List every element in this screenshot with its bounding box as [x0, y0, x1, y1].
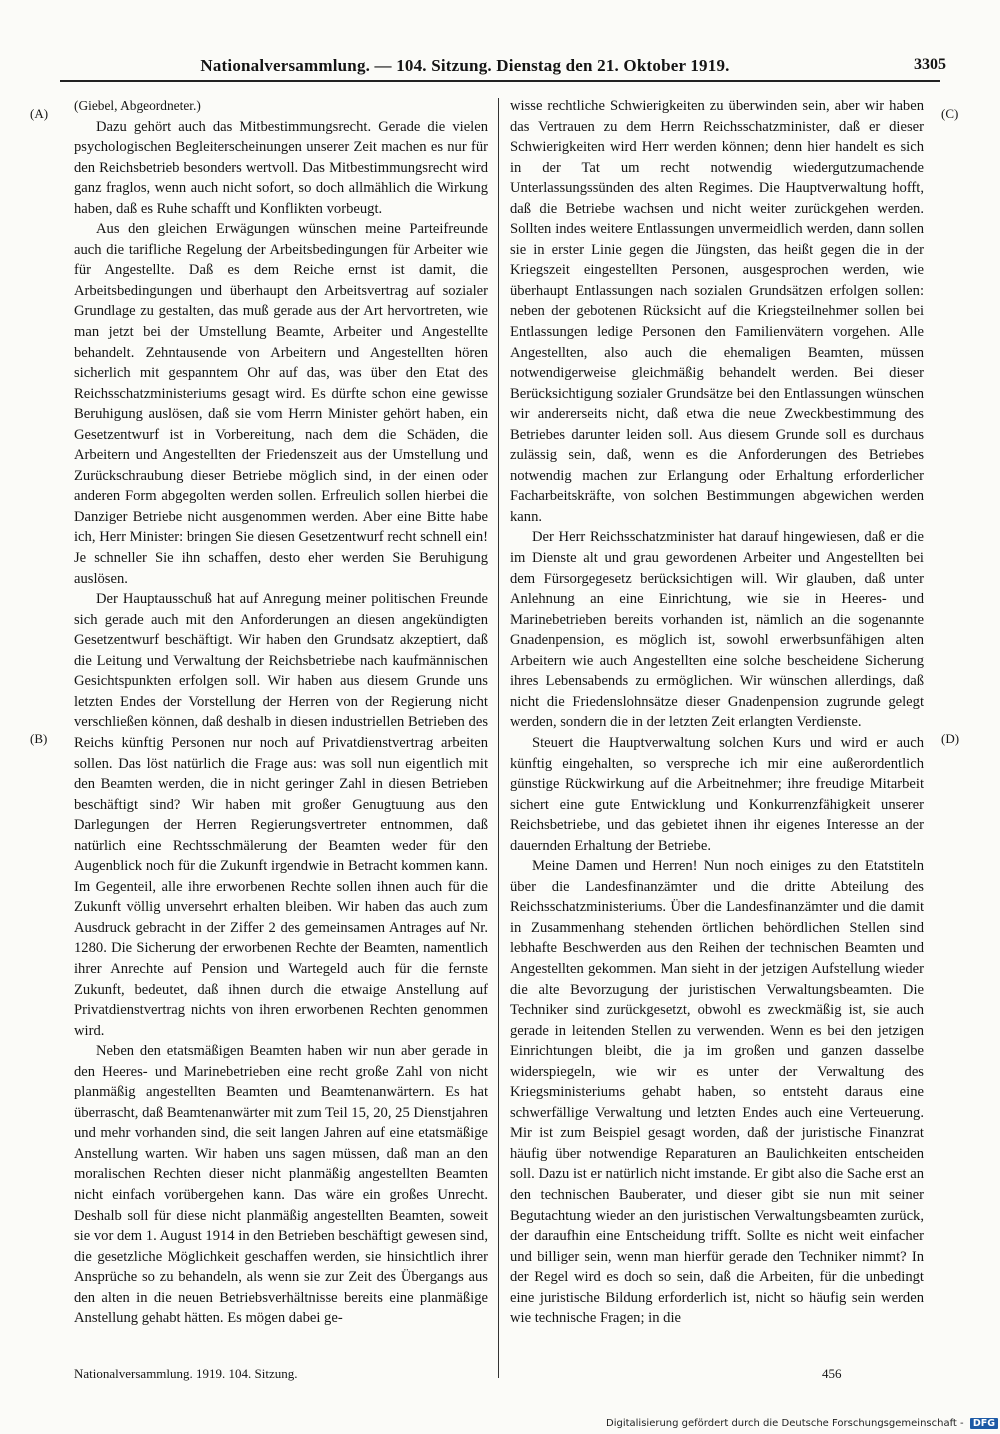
header-rule — [60, 80, 940, 82]
footer-source: Nationalversammlung. 1919. 104. Sitzung. — [74, 1366, 298, 1381]
digitization-note: Digitalisierung gefördert durch die Deutsche Forschungsgemeinschaft - — [606, 1418, 964, 1429]
margin-letter-c: (C) — [941, 106, 959, 121]
paragraph: Steuert die Hauptverwaltung solchen Kurs und wird er auch künftig eingehalten, so verspreche ich mir eine außerordentlich günstige Rückwirkung auf die Arbeitnehmer; ihre freudige Mitarbeit sichert eine gute Entwicklung und Konkurrenzfähigkeit unserer Reichsbetriebe, und das gebietet ihnen ihr eigenes Interesse an der dauernden Erhaltung der Betriebe. — [510, 734, 924, 854]
footer-sheet-number: 456 — [822, 1366, 842, 1381]
page-number: 3305 — [914, 56, 946, 73]
digitization-credit — [606, 1418, 998, 1429]
margin-letter-d: (D) — [941, 731, 960, 746]
paragraph: wisse rechtliche Schwierigkeiten zu überwinden sein, aber wir haben das Vertrauen zu dem Herrn Reichsschatzminister, daß er dieser Schwierigkeiten wird Herr werden können; denn hier handelt es sich in der Tat um recht notwendig wiedergutzumachende Unterlassungssünden des alten Regimes. Die Hauptverwaltung hofft, daß die Betriebe wachsen und nicht weiter zurückgehen werden. Sollten indes weitere Entlassungen unvermeidlich werden, dann sollen sie in erster Linie gegen die Jüngsten, das heißt gegen die in der Kriegszeit eingestellten Personen, ausgesprochen werden, wie überhaupt Entlassungen nach sozialen Grundsätzen erfolgen sollen: neben der gebotenen Rücksicht auf die Kriegsteilnehmer sollen bei Entlassungen ledige Personen den Familienvätern vorgehen. Alle Angestellten, also auch die ehemaligen Beamten, müssen notwendigerweise gleichmäßig behandelt werden. Bei dieser Berücksichtigung sozialer Grundsätze bei den Entlassungen wünschen wir andererseits nicht, daß etwa die neue Zweckbestimmung des Betriebes darunter leiden soll. Aus diesem Grunde soll es durchaus zulässig sein, daß, wenn es die Anforderungen des Betriebes notwendig machen zur Erlangung oder Erhaltung erforderlicher Facharbeitskräfte, von solchen Bestimmungen abgewichen werden kann. — [510, 98, 924, 525]
paragraph: Neben den etatsmäßigen Beamten haben wir nun aber gerade in den Heeres- und Marinebetrieben eine recht große Zahl von nicht planmäßig angestellten Beamten und Beamtenanwärtern. Es hat überrascht, daß Beamtenanwärter mit zum Teil 15, 20, 25 Dienstjahren und mehr vorhanden sind, die seit langen Jahren auf eine etatsmäßige Anstellung warten. Wir haben uns sagen müssen, daß man an den moralischen Rechten dieser nicht planmäßig angestellten Beamten nicht einfach vorübergehen kann. Das wäre ein großes Unrecht. Deshalb soll für diese nicht planmäßig angestellten Beamten, soweit sie vor dem 1. August 1914 in den Betrieben beschäftigt gewesen sind, die gesetzliche Möglichkeit geschaffen werden, sie hinsichtlich ihrer Ansprüche so zu behandeln, als wenn sie zur Zeit des Übergangs aus den alten in die neuen Betriebsverhältnisse bereits eine planmäßige Anstellung gehabt hätten. Es mögen dabei ge- — [74, 1043, 488, 1327]
dfg-logo-icon: DFG — [970, 1418, 998, 1429]
right-column — [510, 96, 924, 1329]
margin-letter-b: (B) — [30, 731, 48, 746]
paragraph: Dazu gehört auch das Mitbestimmungsrecht. Gerade die vielen psychologischen Begleiterscheinungen unserer Zeit machen es nur für den Reichsbetrieb besonders wertvoll. Das Mitbestimmungsrecht wird ganz fraglos, wenn auch nicht sofort, so doch allmählich die Wirkung haben, daß es Ruhe schafft und Konflikten vorbeugt. — [74, 118, 488, 217]
paragraph: Der Hauptausschuß hat auf Anregung meiner politischen Freunde sich gerade auch mit den Anforderungen an diesen angekündigten Gesetzentwurf beschäftigt. Wir haben den Grundsatz akzeptiert, daß die Leitung und Verwaltung der Reichsbetriebe nach kaufmännischen Gesichtspunkten erfolgen soll. Wir haben aus diesem Grunde uns letzten Endes der Vorstellung der Herren von der Regierung nicht verschließen können, daß deshalb in diesen industriellen Betrieben des Reichs künftig Personen nur noch auf Privatdienstvertrag arbeiten sollen. Das löst natürlich die Frage aus: was soll nun eigentlich mit den Beamten werden, die in nicht geringer Zahl in diesen Betrieben beschäftigt sind? Wir haben mit großer Genugtuung aus den Darlegungen der Herren Regierungsvertreter entnommen, daß natürlich eine Rechtsschmälerung der Beamten weder für den Augenblick noch für die Zukunft irgendwie in Betracht kommen kann. Im Gegenteil, alle ihre erworbenen Rechte sollen ihnen auch für die Zukunft völlig unversehrt erhalten bleiben. Wir haben das auch zum Ausdruck gebracht in der Ziffer 2 des gemeinsamen Antrages auf Nr. 1280. Die Sicherung der erworbenen Rechte der Beamten, namentlich ihrer Anrechte auf Pension und Wartegeld auch für die fernste Zukunft, bedeutet, daß ihnen durch die etwaige Anstellung auf Privatdienstvertrag nichts von ihren erworbenen Rechten genommen wird. — [74, 591, 488, 1039]
speaker-label: (Giebel, Abgeordneter.) — [74, 98, 201, 113]
column-divider — [498, 98, 499, 1378]
paragraph: Der Herr Reichsschatzminister hat darauf hingewiesen, daß er die im Dienste alt und grau gewordenen Arbeiter und Angestellten bei dem Fürsorgegesetz berücksichtigen will. Wir glauben, daß unter Anlehnung an eine Einrichtung, wie sie in Heeres- und Marinebetrieben bereits vorhanden ist, nämlich an die sogenannte Gnadenpension, es möglich ist, sowohl erwerbsunfähigen alten Arbeitern wie auch Angestellten eine solche bescheidene Sicherung ihres Lebensabends zu ermöglichen. Wir wünschen allerdings, daß nicht die Friedenslohnsätze dieser Gnadenpension zugrunde gelegt werden, sondern die in der letzten Zeit erlangten Verdienste. — [510, 529, 924, 731]
left-column — [74, 96, 488, 1329]
margin-letter-a: (A) — [30, 106, 49, 121]
paragraph: Aus den gleichen Erwägungen wünschen meine Parteifreunde auch die tarifliche Regelung der Arbeitsbedingungen für Arbeiter wie für Angestellte. Daß es dem Reiche ernst ist damit, die Arbeitsbedingungen und überhaupt den Arbeitsvertrag auf sozialer Grundlage zu gestalten, das muß gerade aus der Art hervortreten, wie man jetzt bei der Umstellung Beamte, Arbeiter und Angestellte behandelt. Zehntausende von Arbeitern und Angestellten hören sicherlich mit gespanntem Ohr auf das, was über den Etat des Reichsschatzministeriums gesagt wird. Es dürfte schon eine gewisse Beruhigung auslösen, daß sie vom Herrn Minister gehört haben, ein Gesetzentwurf ist in Vorbereitung, nach dem die Schäden, die Arbeitern und Angestellten der Friedenszeit aus der Umstellung und Zurückschraubung dieser Betriebe möglich sind, in der einen oder anderen Form abgegolten werden sollen. Erfreulich sollen hierbei die Danziger Betriebe nicht ausgenommen werden. Aber eine Bitte habe ich, Herr Minister: bringen Sie diesen Gesetzentwurf recht schnell ein! Je schneller Sie ihn schaffen, desto eher werden Sie Beruhigung auslösen. — [74, 221, 488, 587]
page-header — [60, 56, 946, 82]
paragraph: Meine Damen und Herren! Nun noch einiges zu den Etatstiteln über die Landesfinanzämter und die dritte Abteilung des Reichsschatzministeriums. Über die Landesfinanzämter und die damit in Zusammenhang stehenden örtlichen behördlichen Stellen sind lebhafte Beschwerden aus den Reihen der technischen Beamten und Angestellten gekommen. Man sieht in der jetzigen Aufstellung wieder die alte Bevorzugung der juristischen Verwaltungsbeamten. Die Techniker sind zurückgesetzt, obwohl es zweckmäßig ist, sie auch gerade in leitenden Stellen zu verwenden. Wenn es bei den jetzigen Einrichtungen bleibt, die ja im großen und ganzen dasselbe widerspiegeln, wie wir es unter der Verwaltung des Kriegsministeriums gehabt haben, so entsteht daraus eine schwerfällige Verwaltung und letzten Endes auch eine Verteuerung. Mir ist zum Beispiel gesagt worden, daß der juristische Finanzrat häufig über notwendige Reparaturen an Baulichkeiten entscheiden soll. Dazu ist er natürlich nicht imstande. Er gibt also die Sache erst an den technischen Bauberater, und dieser gibt sie nun mit seiner Begutachtung wieder an den juristischen Verwaltungsbeamten zurück, der daraufhin eine Entscheidung trifft. Sollte es nicht weit einfacher und billiger sein, wenn man hierfür gerade den Techniker nimmt? In der Regel wird es doch so sein, daß die Arbeiten, für die unbedingt eine juristische Bildung erforderlich ist, nicht so häufig sein werden wie technische Fragen; in die — [510, 858, 924, 1327]
running-title: Nationalversammlung. — 104. Sitzung. Dienstag den 21. Oktober 1919. — [200, 56, 730, 75]
